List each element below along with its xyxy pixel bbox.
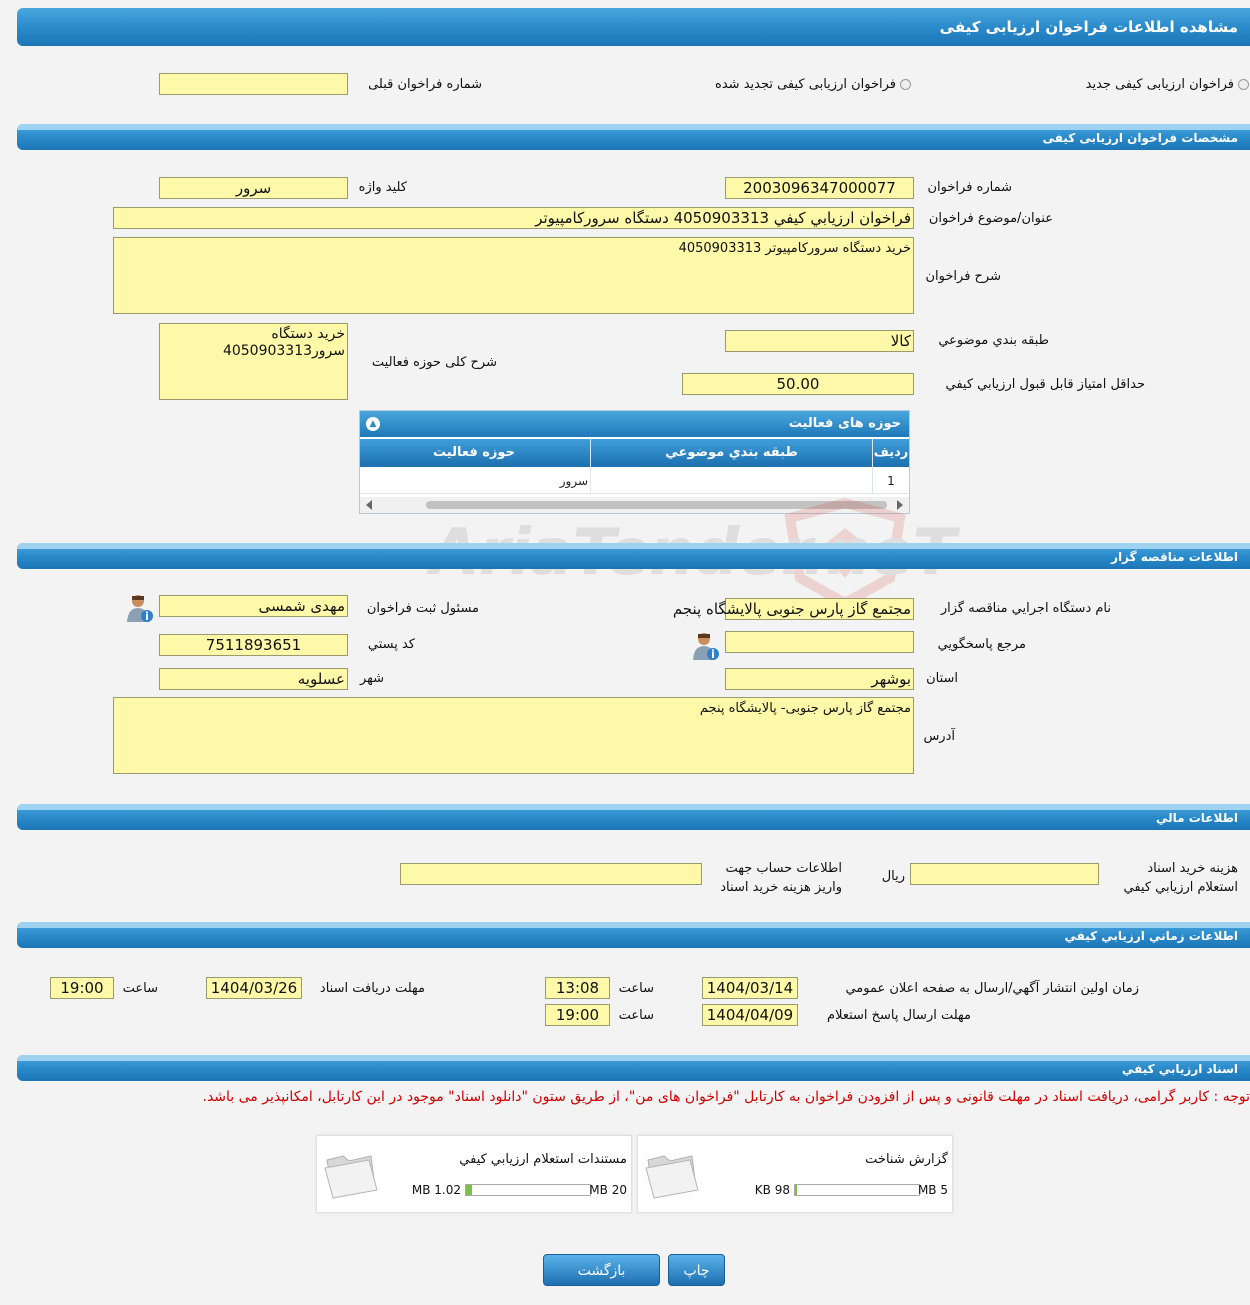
- docs-deadline-label: مهلت دريافت اسناد: [319, 981, 425, 996]
- activity-desc-label: شرح کلی حوزه فعالیت: [371, 355, 497, 370]
- fee-field[interactable]: [910, 863, 1099, 885]
- document-size-bar: [794, 1184, 920, 1196]
- min-score-label: حداقل امتياز قابل قبول ارزيابي کيفي: [945, 377, 1145, 392]
- keyword-label: کلید واژه: [358, 180, 407, 195]
- call-number-field[interactable]: 2003096347000077: [725, 177, 914, 199]
- docs-deadline-hour-label: ساعت: [122, 981, 158, 996]
- prev-number-field[interactable]: [159, 73, 348, 95]
- fee-label-line-2: استعلام ارزيابي کيفي: [1123, 880, 1238, 895]
- postal-code-label: کد پستي: [367, 637, 415, 652]
- currency-label: ريال: [881, 869, 905, 884]
- registrar-user-info-icon[interactable]: [126, 593, 154, 623]
- column-header-row-number[interactable]: رديف: [872, 439, 909, 467]
- province-field[interactable]: بوشهر: [725, 668, 914, 690]
- reference-field[interactable]: [725, 631, 914, 653]
- city-field[interactable]: عسلویه: [159, 668, 348, 690]
- collapse-icon[interactable]: ▲: [366, 417, 380, 431]
- document-max-size: 5 MB: [917, 1183, 948, 1197]
- reply-deadline-date-field[interactable]: 1404/04/09: [702, 1004, 798, 1026]
- activity-desc-field[interactable]: خرید دستگاه سرور4050903313: [159, 323, 348, 400]
- account-label: [720, 859, 842, 897]
- min-score-field[interactable]: 50.00: [682, 373, 914, 395]
- radio-renewed-call[interactable]: [900, 79, 911, 90]
- document-item[interactable]: [637, 1135, 953, 1213]
- fee-label-line-1: هزينه خريد اسناد: [1147, 861, 1238, 876]
- document-size-bar: [465, 1184, 591, 1196]
- section-header-finance: اطلاعات مالي: [17, 804, 1250, 830]
- activity-grid-title: حوزه های فعالیت ▲: [360, 411, 909, 437]
- reply-deadline-hour-field[interactable]: 19:00: [545, 1004, 610, 1026]
- postal-code-field[interactable]: 7511893651: [159, 634, 348, 656]
- publish-time-label: زمان اولين انتشار آگهي/ارسال به صفحه اعلان عمومي: [845, 981, 1139, 996]
- org-name-label: نام دستگاه اجرايي مناقصه گزار: [940, 601, 1111, 616]
- radio-new-call-label: فراخوان ارزیابی کیفی جدید: [1085, 77, 1234, 92]
- scroll-right-icon[interactable]: [897, 500, 903, 510]
- category-field[interactable]: کالا: [725, 330, 914, 352]
- document-title: گزارش شناخت: [865, 1152, 948, 1167]
- call-number-label: شماره فراخوان: [927, 180, 1012, 195]
- publish-hour-field[interactable]: 13:08: [545, 977, 610, 999]
- registrar-field[interactable]: مهدی شمسی: [159, 595, 348, 617]
- docs-deadline-hour-field[interactable]: 19:00: [50, 977, 114, 999]
- column-header-activity[interactable]: حوزه فعاليت: [433, 445, 515, 460]
- org-name-field[interactable]: مجتمع گاز پارس جنوبی پالایشگاه پنجم: [725, 598, 914, 620]
- horizontal-scrollbar[interactable]: [360, 497, 909, 513]
- documents-note: توجه : کاربر گرامی، دریافت اسناد در مهلت قانونی و پس از افزودن فراخوان به کارتابل "فراخوان های من"، از طریق ستون "دانلود اسناد" موجود در این کارتابل، امکانپذیر می باشد.: [202, 1089, 1250, 1105]
- document-item[interactable]: [316, 1135, 632, 1213]
- address-label: آدرس: [923, 729, 955, 744]
- cell-activity: سرور: [559, 474, 588, 488]
- folder-icon: [323, 1148, 379, 1200]
- docs-deadline-date-field[interactable]: 1404/03/26: [206, 977, 302, 999]
- cell-category: [590, 468, 872, 493]
- scroll-left-icon[interactable]: [366, 500, 372, 510]
- subject-label: عنوان/موضوع فراخوان: [928, 211, 1053, 226]
- column-header-category[interactable]: طبقه بندي موضوعي: [590, 439, 872, 467]
- reply-deadline-label: مهلت ارسال پاسخ استعلام: [827, 1008, 971, 1023]
- folder-icon: [644, 1148, 700, 1200]
- radio-new-call[interactable]: [1238, 79, 1249, 90]
- section-header-organizer: اطلاعات مناقصه گزار: [17, 543, 1250, 569]
- page-title: مشاهده اطلاعات فراخوان ارزیابی کیفی: [17, 8, 1250, 46]
- print-button[interactable]: چاپ: [668, 1254, 725, 1286]
- section-header-documents: اسناد ارزيابي کيفي: [17, 1055, 1250, 1081]
- document-size: 98 KB: [754, 1183, 790, 1197]
- fee-label: [1124, 859, 1239, 897]
- activity-grid-header: [360, 439, 909, 467]
- city-label: شهر: [359, 671, 384, 686]
- scroll-thumb[interactable]: [426, 501, 887, 509]
- subject-field[interactable]: فراخوان ارزيابي کيفي 4050903313 دستگاه سرورکامپیوتر: [113, 207, 914, 229]
- province-label: استان: [926, 671, 958, 686]
- document-size: 1.02 MB: [411, 1183, 461, 1197]
- reference-user-info-icon[interactable]: [692, 631, 720, 661]
- description-field[interactable]: خرید دستگاه سرورکامپیوتر 4050903313: [113, 237, 914, 314]
- table-row[interactable]: [360, 468, 909, 494]
- publish-date-field[interactable]: 1404/03/14: [702, 977, 798, 999]
- category-label: طبقه بندي موضوعي: [938, 333, 1049, 348]
- registrar-label: مسئول ثبت فراخوان: [366, 601, 479, 616]
- reference-label: مرجع پاسخگويي: [937, 637, 1026, 652]
- section-header-timing: اطلاعات زماني ارزيابي کيفي: [17, 922, 1250, 948]
- section-header-spec: مشخصات فراخوان ارزیابی کیفی: [17, 124, 1250, 150]
- document-title: مستندات استعلام ارزيابي کيفي: [459, 1152, 627, 1167]
- prev-number-label: شماره فراخوان قبلی: [368, 77, 482, 92]
- cell-row-number: 1: [872, 468, 909, 493]
- publish-hour-label: ساعت: [618, 981, 654, 996]
- description-label: شرح فراخوان: [925, 269, 1001, 284]
- radio-renewed-call-label: فراخوان ارزیابی کیفی تجدید شده: [715, 77, 896, 92]
- account-label-line-2: واريز هزينه خريد اسناد: [720, 880, 842, 895]
- back-button[interactable]: بازگشت: [543, 1254, 660, 1286]
- reply-deadline-hour-label: ساعت: [618, 1008, 654, 1023]
- address-field[interactable]: مجتمع گاز پارس جنوبی- پالایشگاه پنجم: [113, 697, 914, 774]
- activity-grid: [359, 410, 910, 514]
- account-field[interactable]: [400, 863, 702, 885]
- account-label-line-1: اطلاعات حساب جهت: [725, 861, 842, 876]
- keyword-field[interactable]: سرور: [159, 177, 348, 199]
- document-max-size: 20 MB: [589, 1183, 627, 1197]
